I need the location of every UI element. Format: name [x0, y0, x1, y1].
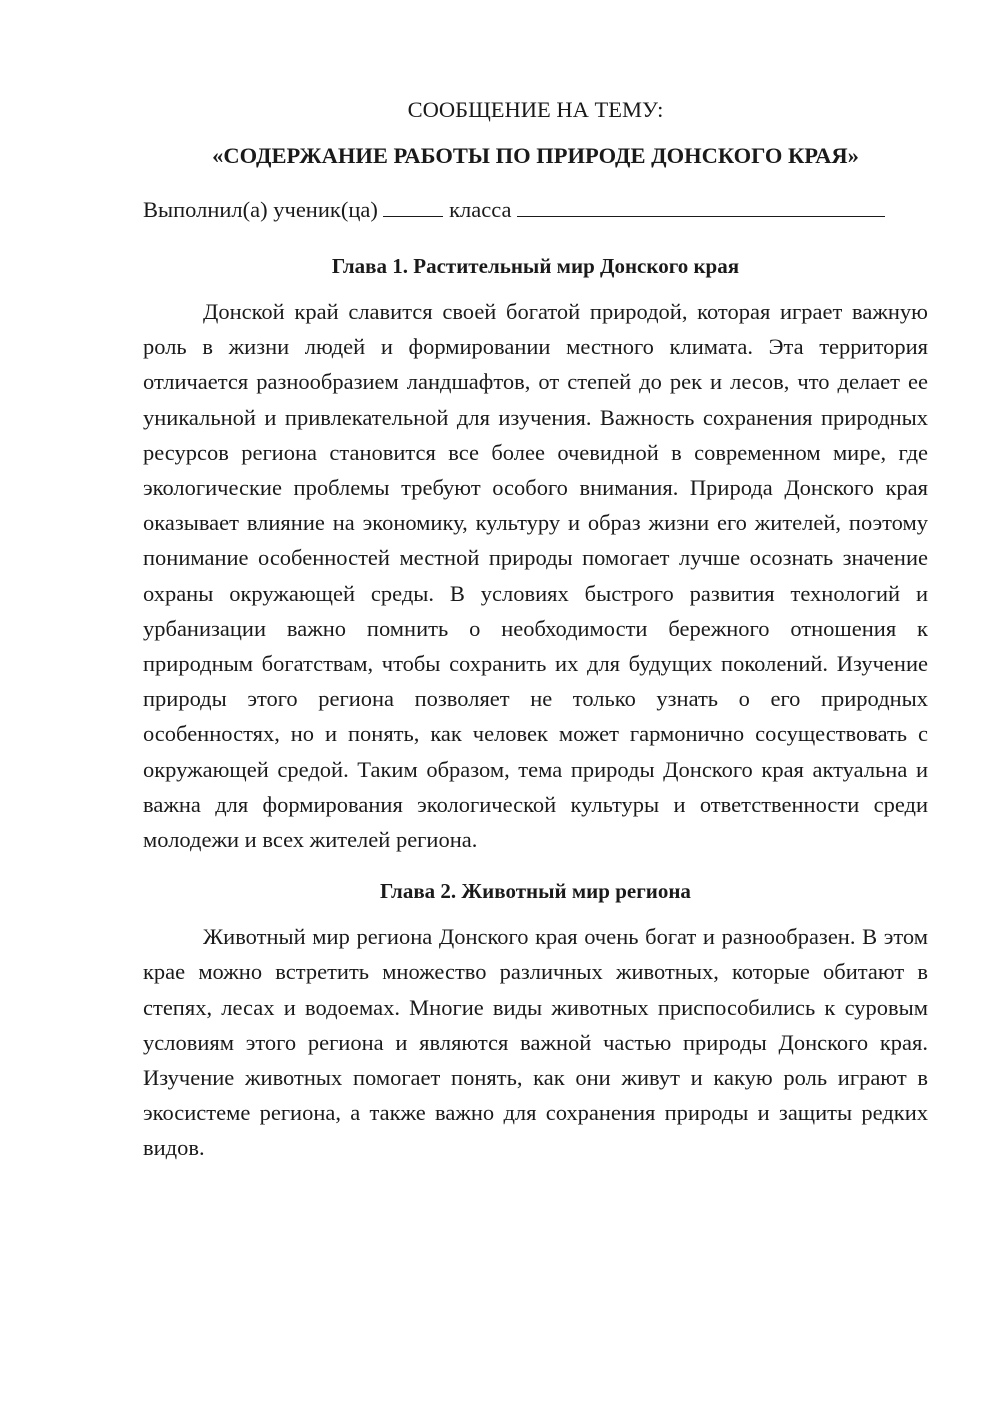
document-title-line-2: «СОДЕРЖАНИЕ РАБОТЫ ПО ПРИРОДЕ ДОНСКОГО КРАЯ»: [212, 143, 859, 168]
name-blank: [517, 194, 885, 217]
chapter-2-heading: Глава 2. Животный мир региона: [380, 879, 691, 904]
chapter-2-paragraph: Животный мир региона Донского края очень богат и разнообразен. В этом крае можно встретить множество различных животных, которые обитают в степях, лесах и водоемах. Многие виды животных приспособились к суровым условиям этого региона и являются важной частью природы Донского края. Изучение животных помогает понять, как они живут и какую роль играют в экосистеме региона, а также важно для сохранения природы и защиты редких видов.: [143, 924, 928, 1161]
chapter-1-heading: Глава 1. Растительный мир Донского края: [331, 254, 740, 278]
author-class-word: класса: [449, 197, 512, 222]
grade-blank: [383, 194, 443, 217]
author-line: [143, 192, 928, 228]
document-title-line-1: СООБЩЕНИЕ НА ТЕМУ:: [407, 97, 664, 122]
author-prefix: Выполнил(а) ученик(ца): [143, 197, 378, 222]
document-page: [143, 92, 928, 1166]
chapter-1-paragraph: Донской край славится своей богатой природой, которая играет важную роль в жизни людей и формировании местного климата. Эта территория отличается разнообразием ландшафтов, от степей до рек и лесов, что делает ее уникальной и привлекательной для изучения. Важность сохранения природных ресурсов региона становится все более очевидной в современном мире, где экологические проблемы требуют особого внимания. Природа Донского края оказывает влияние на экономику, культуру и образ жизни его жителей, поэтому понимание особенностей местной природы помогает лучше осознать значение охраны окружающей среды. В условиях быстрого развития технологий и урбанизации важно помнить о необходимости бережного отношения к природным богатствам, чтобы сохранить их для будущих поколений. Изучение природы этого региона позволяет не только узнать о его природных особенностях, но и понять, как человек может гармонично сосуществовать с окружающей средой. Таким образом, тема природы Донского края актуальна и важна для формирования экологической культуры и ответственности среди молодежи и всех жителей региона.: [143, 299, 928, 853]
